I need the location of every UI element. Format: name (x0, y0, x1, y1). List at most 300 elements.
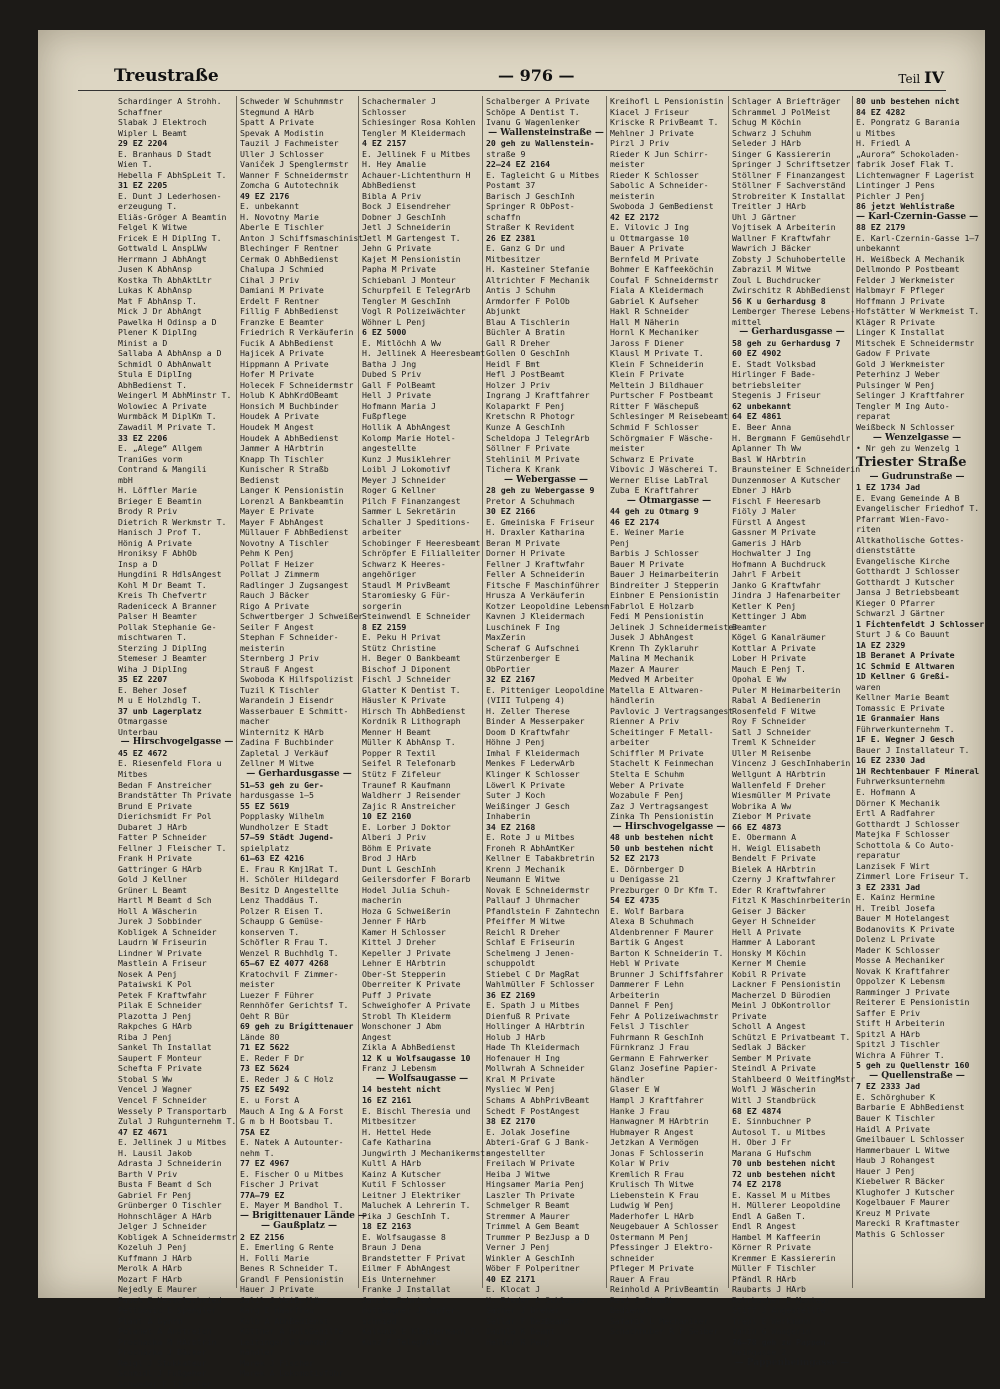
directory-entry: u Mitbes (856, 127, 896, 138)
directory-entry: Dörner K Mechanik (856, 797, 940, 808)
directory-entry: Felder J Werkmeister (856, 274, 955, 285)
directory-entry: Holl A Wäscherin (118, 905, 197, 916)
directory-entry: Hirsch Th AbhBedienst (362, 705, 466, 716)
directory-entry: betriebsleiter (732, 379, 802, 390)
directory-column (854, 96, 985, 1288)
directory-entry: Gmeilbauer L Schlosser (856, 1134, 965, 1145)
directory-entry: — Otmargasse — (626, 495, 712, 506)
directory-entry: Menkes F LederwArb (486, 758, 575, 769)
directory-entry: 77 EZ 4967 (240, 1158, 290, 1169)
directory-entry: Dellmondo P Postbeamt (856, 264, 960, 275)
directory-entry: Gall R Dreher (486, 337, 551, 348)
directory-entry: 29 EZ 2204 (118, 138, 168, 149)
directory-entry: Stula E DiplIng (118, 369, 192, 380)
directory-entry: 42 EZ 2172 (610, 211, 660, 222)
directory-entry: sorgerin (362, 600, 402, 611)
directory-entry: Bauer M Private (610, 558, 684, 569)
directory-entry: Strobl Th Kleiderm (362, 1010, 451, 1021)
directory-entry: macherin (362, 895, 402, 906)
directory-entry: Zoul L Buchdrucker (732, 274, 821, 285)
directory-entry: Pilch F Finanzangest (362, 495, 461, 506)
directory-entry: Pettbovic E Spengler (118, 1305, 217, 1316)
directory-entry: Wenzel R Buchhdlg T. (240, 947, 339, 958)
directory-entry: Zomcha G Autotechnik (240, 180, 339, 191)
directory-entry: Maluchek A Lehrerin T. (362, 1200, 471, 1211)
directory-entry: Jungwirth J Mechanikermstr (362, 1147, 491, 1158)
directory-entry: Eder R Kraftwfahrer (732, 884, 826, 895)
directory-entry: Palser H Beamter (118, 611, 197, 622)
directory-entry: Pirzl J Priv (610, 138, 670, 149)
directory-entry: u Ottmargasse 10 (610, 232, 689, 243)
directory-entry: Tauzil J Fachmeister (240, 138, 339, 149)
directory-entry: Fabrlol E Holzarb (610, 600, 694, 611)
directory-entry: Kobil R Private (732, 968, 806, 979)
directory-entry: Schlaf E Friseurin (486, 937, 575, 948)
directory-entry: Pretor A Schuhmach (486, 495, 575, 506)
directory-entry: Plazotta J Penj (118, 1010, 192, 1021)
directory-entry: 47 EZ 4671 (118, 1126, 168, 1137)
directory-entry: Roy F Schneider (732, 716, 806, 727)
directory-entry: Pawelka H Odinsp a D (118, 316, 217, 327)
directory-entry: Novak E Schneidermstr (486, 884, 590, 895)
directory-entry: 40 EZ 2171 (486, 1273, 536, 1284)
directory-entry: Fuhrmann R GeschInh (610, 1031, 704, 1042)
directory-entry: Wien T. (118, 159, 153, 170)
directory-entry: Bock J Eisendreher (362, 201, 451, 212)
directory-entry: E. Kainz Hermine (856, 892, 935, 903)
directory-entry: Kobligek A Schneider (118, 926, 217, 937)
directory-entry: Feller A Schneiderin (486, 569, 585, 580)
directory-entry: Raubarts J HArb (732, 1284, 806, 1295)
directory-entry: E. Pitteniger Leopoldine (486, 684, 605, 695)
directory-entry: Neumann E Witwe (486, 874, 560, 885)
directory-entry: 51—53 geh zu Ger- (240, 779, 324, 790)
directory-entry: Spitzl J Tischler (856, 1039, 940, 1050)
directory-entry: Schardinger A Strohh. (118, 96, 222, 106)
directory-entry: Kamer H Schlosser (362, 926, 446, 937)
directory-entry: 18 EZ 2163 (362, 1221, 412, 1232)
directory-entry: 20 geh zu Wallenstein- (486, 138, 595, 149)
directory-entry: Kavnen J Kleidermach (486, 611, 585, 622)
directory-entry: Klausl M Private T. (610, 348, 704, 359)
directory-entry: Houdek A Private (240, 411, 319, 422)
directory-entry: Schöpe A Dentist T. (486, 106, 580, 117)
directory-entry: Schmid F Schlosser (610, 421, 699, 432)
directory-entry: Plener K DiplIng (118, 327, 197, 338)
directory-entry: Slabak J Elektroch (118, 117, 207, 128)
directory-entry: Waldherr J Reisender (362, 790, 461, 801)
directory-entry: Kolar W Priv (610, 1158, 670, 1169)
directory-entry: Kiacel J Friseur (610, 106, 689, 117)
directory-entry: Laudrn W Friseurin (118, 937, 207, 948)
directory-entry: 16 EZ 2161 (362, 1094, 412, 1105)
directory-entry: arbeiter (610, 737, 650, 748)
directory-entry: Mitbesitzer (362, 1116, 417, 1127)
directory-entry: Fellner J Kraftwfahr (486, 558, 585, 569)
directory-entry: Macherzel D Bürodien (732, 989, 831, 1000)
directory-entry: Pfandlstein F Zahntechn (486, 905, 600, 916)
directory-entry: H. Weigl Elisabeth (732, 842, 821, 853)
directory-entry: 26 EZ 2381 (486, 232, 536, 243)
directory-entry: Kohl M Dr Beamt T. (118, 579, 207, 590)
directory-entry: Kozeluh J Penj (118, 1242, 188, 1253)
directory-entry: Kieger O Pfarrer (856, 597, 935, 608)
directory-entry: Pollat F Heizer (240, 558, 314, 569)
directory-entry: Schiebanl J Monteur (362, 274, 456, 285)
directory-entry: Kläger R Private (856, 316, 935, 327)
directory-entry: Hakl R Schneider (610, 306, 689, 317)
directory-entry: 36 EZ 2169 (486, 989, 536, 1000)
directory-entry: Fricek E H DiplIng T. (118, 232, 222, 243)
directory-entry: Novotny A Tischler (240, 537, 329, 548)
directory-entry: 64 EZ 4861 (732, 411, 782, 422)
directory-entry: Cafe Katharina (362, 1137, 432, 1148)
directory-entry: 74 EZ 2178 (732, 1179, 782, 1190)
directory-entry: Cihal J Priv (240, 274, 300, 285)
directory-entry: 61—63 EZ 4216 (240, 853, 305, 864)
directory-entry: „Aurora“ Schokoladen- (856, 148, 960, 159)
directory-entry: Endl A Gaßen T. (732, 1210, 806, 1221)
directory-entry: Mat F AbhAnsp T. (118, 295, 197, 306)
directory-entry: Dubaret J HArb (118, 821, 188, 832)
directory-entry: Rohrbacher E Monteur (732, 1294, 831, 1305)
directory-entry: Lehner E HArbtrin (362, 958, 446, 969)
directory-entry: AbhBedienst (362, 180, 417, 191)
directory-entry: 31 EZ 2205 (118, 180, 168, 191)
directory-entry: 37 unb Lagerplatz (118, 705, 202, 716)
directory-entry: Tengler M Kleidermach (362, 127, 466, 138)
directory-entry: Schwertberger J Schweißer (240, 611, 364, 622)
directory-entry: Springer R ObPost- (486, 201, 575, 212)
directory-entry: Weißbeck N Schlosser (856, 421, 955, 432)
directory-column (238, 96, 368, 1379)
directory-entry: Novak K Kraftfahrer (856, 965, 950, 976)
directory-entry: 60 EZ 4902 (732, 348, 782, 359)
directory-entry: 45 EZ 4672 (118, 747, 168, 758)
directory-entry: Postamt 37 (486, 180, 536, 191)
directory-entry: Bauer J Installateur T. (856, 744, 970, 755)
directory-entry: Fillig F AbhBedienst (240, 306, 339, 317)
directory-entry: Reichl R Dreher (486, 926, 560, 937)
directory-entry: Treml K Schneider (732, 737, 816, 748)
directory-entry: Hofstätter W Werkmeist T. (856, 306, 980, 317)
directory-entry: Hauer J Penj (856, 1165, 916, 1176)
directory-entry: Kalkous E Kleidermach T. (362, 1326, 481, 1337)
directory-entry: Busta F Beamt d Sch (118, 1179, 212, 1190)
directory-entry: Kolb A AbhBedienst (240, 1315, 329, 1326)
directory-entry: angestellte (362, 443, 417, 454)
directory-entry: Ober-St Stepperin (362, 968, 446, 979)
directory-entry: Alexa B Schuhmach (610, 916, 694, 927)
directory-entry: Pataiwski K Pol (118, 979, 192, 990)
directory-entry: Fischer J Privat (240, 1179, 319, 1190)
directory-entry: 1E Granmaier Hans (856, 713, 940, 724)
directory-entry: Schlager A Briefträger (732, 96, 841, 106)
directory-entry: — Wenzelgasse — (872, 432, 962, 443)
directory-entry: Mysliec W Penj (486, 1084, 556, 1095)
directory-entry: 75A EZ (240, 1126, 270, 1137)
directory-entry: E. Bischl Theresia und (362, 1105, 471, 1116)
directory-entry: Kral M Private (486, 1073, 556, 1084)
directory-entry: Barbarie E AbhBedienst (856, 1102, 965, 1113)
directory-entry: schneider (610, 1252, 655, 1263)
directory-entry: Mehlner J Private (610, 127, 694, 138)
directory-entry: Barisch J GeschInh (486, 190, 575, 201)
directory-entry: Hammerbauer L Witwe (856, 1144, 950, 1155)
directory-entry: Hebella F AbhSpLeit T. (118, 169, 227, 180)
directory-entry: Altrichter F Mechanik (486, 274, 590, 285)
directory-entry: Jansa J Betriebsbeamt (856, 587, 960, 598)
directory-entry: Rosenfeld F Witwe (732, 705, 816, 716)
directory-entry: — Gudrunstraße — (869, 471, 965, 482)
directory-entry: Ertl A Radfahrer (856, 808, 935, 819)
directory-entry: E. Riesenfeld Flora u (118, 758, 222, 769)
directory-entry: Wöhner L Penj (362, 316, 427, 327)
directory-entry: Kolaparkt F Penj (486, 400, 565, 411)
directory-entry: Satl J Schneider (732, 726, 811, 737)
directory-entry: E. Schörghuber K (856, 1091, 935, 1102)
directory-entry: u Denigasse 21 (610, 874, 680, 885)
directory-entry: Jelger J Schneider (118, 1221, 207, 1232)
directory-entry: Vogl R Polizeiwächter (362, 306, 466, 317)
directory-entry: Tengler M Ing Auto- (856, 400, 950, 411)
directory-entry: Bodanovits K Private (856, 923, 955, 934)
directory-entry: Cermak O AbhBedienst (240, 253, 339, 264)
directory-entry: Fatter P Schneider (118, 832, 207, 843)
directory-entry: Gold J Kellner (118, 874, 188, 885)
part-label: Teil (898, 72, 921, 86)
directory-entry: Aldenbrenner F Maurer (610, 926, 714, 937)
directory-entry: Hirlinger F Bade- (732, 369, 816, 380)
directory-entry: Sellar F BezBeamt (486, 1315, 570, 1326)
directory-entry: 44 geh zu Otmarg 9 (610, 506, 699, 517)
directory-entry: Laszler Th Private (486, 1189, 575, 1200)
directory-entry: Müllauer F AbhBedienst (240, 527, 349, 538)
directory-entry: Hingsamer Maria Penj (486, 1179, 585, 1190)
directory-entry: Körner R Private (732, 1242, 811, 1253)
directory-entry: Stemeser J Beamter (118, 653, 207, 664)
directory-entry: Mitbesitzer (486, 253, 541, 264)
directory-entry: Damiani M Private (240, 285, 324, 296)
directory-entry: 71 EZ 5622 (240, 1042, 290, 1053)
directory-entry: Wonschoner J Abm (362, 1021, 441, 1032)
directory-entry: Loibl J Lokomotivf (362, 464, 451, 475)
directory-entry: Böhm E Private (362, 842, 432, 853)
directory-entry: Wiha J DiplIng (118, 663, 188, 674)
directory-entry: Rauer A Frau (610, 1273, 670, 1284)
directory-entry: H. Beger O Bankbeamt (362, 653, 461, 664)
directory-entry: E. Spath J u Mitbes (486, 1000, 580, 1011)
directory-entry: 1C Schmid E Altwaren (856, 660, 955, 671)
directory-entry: Stütz F Zifeleur (362, 769, 441, 779)
directory-entry: Hubmayer R Angest (610, 1126, 694, 1137)
directory-entry: Selinger J Kraftfahrer (856, 390, 965, 401)
directory-entry: Jalil J Weißpflänz (240, 1294, 329, 1305)
directory-entry: Glaser E W (610, 1084, 660, 1095)
directory-entry: Rakpches G HArb (118, 1021, 192, 1032)
directory-entry: Inhaberin (486, 811, 531, 822)
part-indicator (898, 68, 944, 87)
directory-entry: Neugebauer A Schlosser (610, 1221, 719, 1232)
directory-entry: Kellner E Tabakbretrin (486, 853, 595, 864)
directory-entry: Hroniksy F AbhOb (118, 548, 197, 559)
directory-entry: Scholl A Angest (732, 1021, 806, 1032)
directory-entry: Krenn J Mechanik (486, 863, 565, 874)
directory-entry: E. „Alege“ Allgem (118, 443, 202, 454)
directory-entry: Vanin G Waagerin (732, 1326, 811, 1337)
directory-entry: Mozart F HArb (118, 1273, 183, 1284)
directory-entry: Fischl F Heeresarb (732, 495, 821, 506)
directory-entry: Achauer-Lichtenthurn H (362, 169, 471, 180)
directory-entry: Insp a D (118, 558, 158, 569)
directory-entry: Nejedly E Maurer (118, 1284, 197, 1295)
directory-entry: Jaross F Diener (610, 337, 684, 348)
directory-entry: Dunzenmoser A Kutscher (732, 474, 841, 485)
directory-entry: Kunz J Musiklehrer (362, 453, 451, 464)
directory-entry: E. Jolak Josefine (486, 1126, 570, 1137)
directory-entry: Braun J Dena (362, 1242, 422, 1253)
directory-entry: Wawrich J Bäcker (732, 243, 811, 254)
directory-entry: E. Ganz G Dr und (486, 243, 565, 254)
directory-entry: H. Jellinek A Heeresbeamt (362, 348, 486, 359)
directory-entry: Gotthardt J Schlosser (856, 818, 960, 829)
directory-entry: 38 EZ 2170 (486, 1116, 536, 1127)
directory-entry: MaxZerin (486, 632, 526, 643)
directory-entry: Benes R Schneider T. (240, 1263, 339, 1274)
directory-entry: E. Kassel M u Mitbes (732, 1189, 831, 1200)
directory-entry: Schefta F Private (118, 1063, 202, 1074)
directory-entry: Zellner M Witwe (240, 758, 314, 769)
directory-entry: Bartik G Angest (610, 937, 684, 948)
directory-entry: Hell J Private (362, 390, 432, 401)
directory-entry: Ebner J HArb (732, 485, 792, 496)
directory-entry: H. Löffler Marie (118, 485, 197, 496)
directory-entry: Saffer E Priv (856, 1007, 921, 1018)
directory-entry: Anton J Schiffsmaschinist (240, 232, 364, 243)
directory-entry: Besitz D Angestellte (240, 884, 339, 895)
directory-entry: Wurmbäck M DiplKm T. (118, 411, 217, 422)
directory-entry: Medved M Arbeiter (610, 674, 694, 685)
directory-entry: Puler M Heimarbeiterin (732, 684, 841, 695)
directory-entry: Stelta E Schuhm (610, 769, 684, 779)
directory-entry: 1A EZ 2329 (856, 639, 906, 650)
directory-entry: Hall M Näherin (610, 316, 680, 327)
directory-entry: E. Mayer M Bandhol T. (240, 1200, 344, 1211)
directory-entry: 30 EZ 2166 (486, 506, 536, 517)
directory-entry: Wallenfeld F Dreher (732, 779, 826, 790)
directory-entry: Wellgunt A HArbtrin (732, 769, 826, 779)
directory-entry: Schug M Köchin (732, 117, 802, 128)
directory-entry: Marana G Hufschm (732, 1147, 811, 1158)
directory-entry: Mayer F AbhAngest (240, 516, 324, 527)
directory-entry: Holub K AbhKrdOBeamt (240, 390, 339, 401)
directory-entry: E. Jellinek F u Mitbes (362, 148, 471, 159)
directory-entry: Wobrika A Ww (732, 800, 792, 811)
directory-entry: mischtwaren T. (118, 632, 188, 643)
directory-entry: Wichra A Führer T. (856, 1049, 945, 1060)
directory-entry: Schwarzl J Gärtner (856, 608, 945, 619)
directory-entry: Brod J HArb (362, 853, 417, 864)
directory-entry: Kogelbauer F Maurer (856, 1197, 950, 1208)
directory-entry: E. Sinnbuchner P (732, 1116, 811, 1127)
directory-entry: Fellner J Fleischer T. (118, 842, 227, 853)
directory-entry: 49 EZ 2176 (240, 190, 290, 201)
directory-entry: Schweighofer A Private (362, 1000, 471, 1011)
directory-entry: spielplatz (240, 842, 290, 853)
directory-entry: Rennhöfer Gerichtsf T. (240, 1000, 349, 1011)
directory-entry: Kittel J Dreher (362, 937, 436, 948)
directory-entry: 76—78 geh zu Pappen- (732, 1336, 831, 1347)
directory-entry: Riba J Penj (118, 1031, 173, 1042)
directory-entry: — Hirschvogelgasse — (120, 737, 234, 748)
directory-entry: Vojtisek A Arbeiterin (732, 222, 836, 233)
directory-entry: Maderhofer L HArb (610, 1210, 694, 1221)
directory-entry: Houdek M Angest (240, 421, 314, 432)
directory-entry: Arbeiterin (610, 989, 660, 1000)
directory-entry: Swoboda K Hilfspolizist (240, 674, 354, 685)
directory-column (116, 96, 237, 1389)
directory-entry: Blechinger F Rentner (240, 243, 339, 254)
directory-entry: 34 EZ 2168 (486, 821, 536, 832)
directory-entry: Braunsteiner E Schneiderin (732, 464, 861, 475)
directory-entry: Doom D Kraftwfahr (486, 726, 570, 737)
directory-entry: Pollak Stephanie Ge- (118, 621, 217, 632)
directory-entry: Reinhold A PrivBeamtin (610, 1284, 719, 1295)
directory-entry: Rabal A Bedienerin (732, 695, 821, 706)
directory-entry: Uhl J Gärtner (732, 211, 797, 222)
directory-entry: Schlosser (362, 106, 407, 117)
directory-entry: Wanner F Schneidermstr (240, 169, 349, 180)
directory-entry: Kriscke R PrivBeamt T. (610, 117, 719, 128)
directory-entry: Stegmund A HArb (240, 106, 314, 117)
directory-entry: Kiebelwer R Bäcker (856, 1176, 945, 1187)
directory-entry: Hauer J Private (240, 1284, 314, 1295)
directory-entry: Löwerl K Private (486, 779, 565, 790)
directory-entry: 1B Beranet A Private (856, 650, 955, 661)
directory-entry: Jetzkan A Vermögen (610, 1137, 699, 1148)
directory-entry: Hebl W Private (610, 958, 680, 969)
directory-entry: Geiser J Bäcker (732, 905, 806, 916)
directory-entry: Gottwald L AnspLWw (118, 243, 207, 254)
directory-entry: Führwerkunternehm T. (856, 723, 955, 734)
directory-entry: 1D Kellner G Greßi- (856, 671, 950, 682)
directory-entry: Höhne J Penj (486, 737, 546, 748)
directory-entry: 69 geh zu Brigittenauer (240, 1021, 354, 1032)
directory-entry: Basl W HArbtrin (732, 453, 806, 464)
directory-entry: 65—67 EZ 4077 4268 (240, 958, 329, 969)
directory-entry: Brandstetter F Privat (362, 1252, 466, 1263)
directory-entry: Lichtenwagner F Lagerist (856, 169, 975, 180)
directory-entry: Mollwrah A Schneider (486, 1063, 585, 1074)
directory-entry: Jelinek J Schneidermeister (610, 621, 739, 632)
directory-entry: Gollen O GeschInh (486, 348, 570, 359)
directory-entry: Popper R Textil (362, 747, 436, 758)
directory-entry: Jetl M Gartengest T. (362, 232, 461, 243)
part-number: IV (924, 68, 944, 87)
directory-entry: Eliäs-Gröger A Beamtin (118, 211, 227, 222)
directory-entry: Hungdini R HdlsAngest (118, 569, 222, 580)
directory-entry: Stiebel C Dr MagRat (486, 968, 580, 979)
directory-entry: Stegenis J Friseur (732, 390, 821, 401)
directory-entry: Zawadil M Private T. (118, 421, 217, 432)
directory-entry: E. Fischer O u Mitbes (240, 1168, 344, 1179)
directory-entry: Bauer K Tischler (856, 1112, 935, 1123)
directory-entry: Germann E Fahrwerker (610, 1052, 709, 1063)
directory-entry: Tuzil K Tischler (240, 684, 319, 695)
directory-entry: Batha J Jng (362, 358, 417, 369)
directory-entry: Treitler J HArb (732, 201, 806, 212)
directory-entry: Brunner J Schiffsfahrer (610, 968, 724, 979)
